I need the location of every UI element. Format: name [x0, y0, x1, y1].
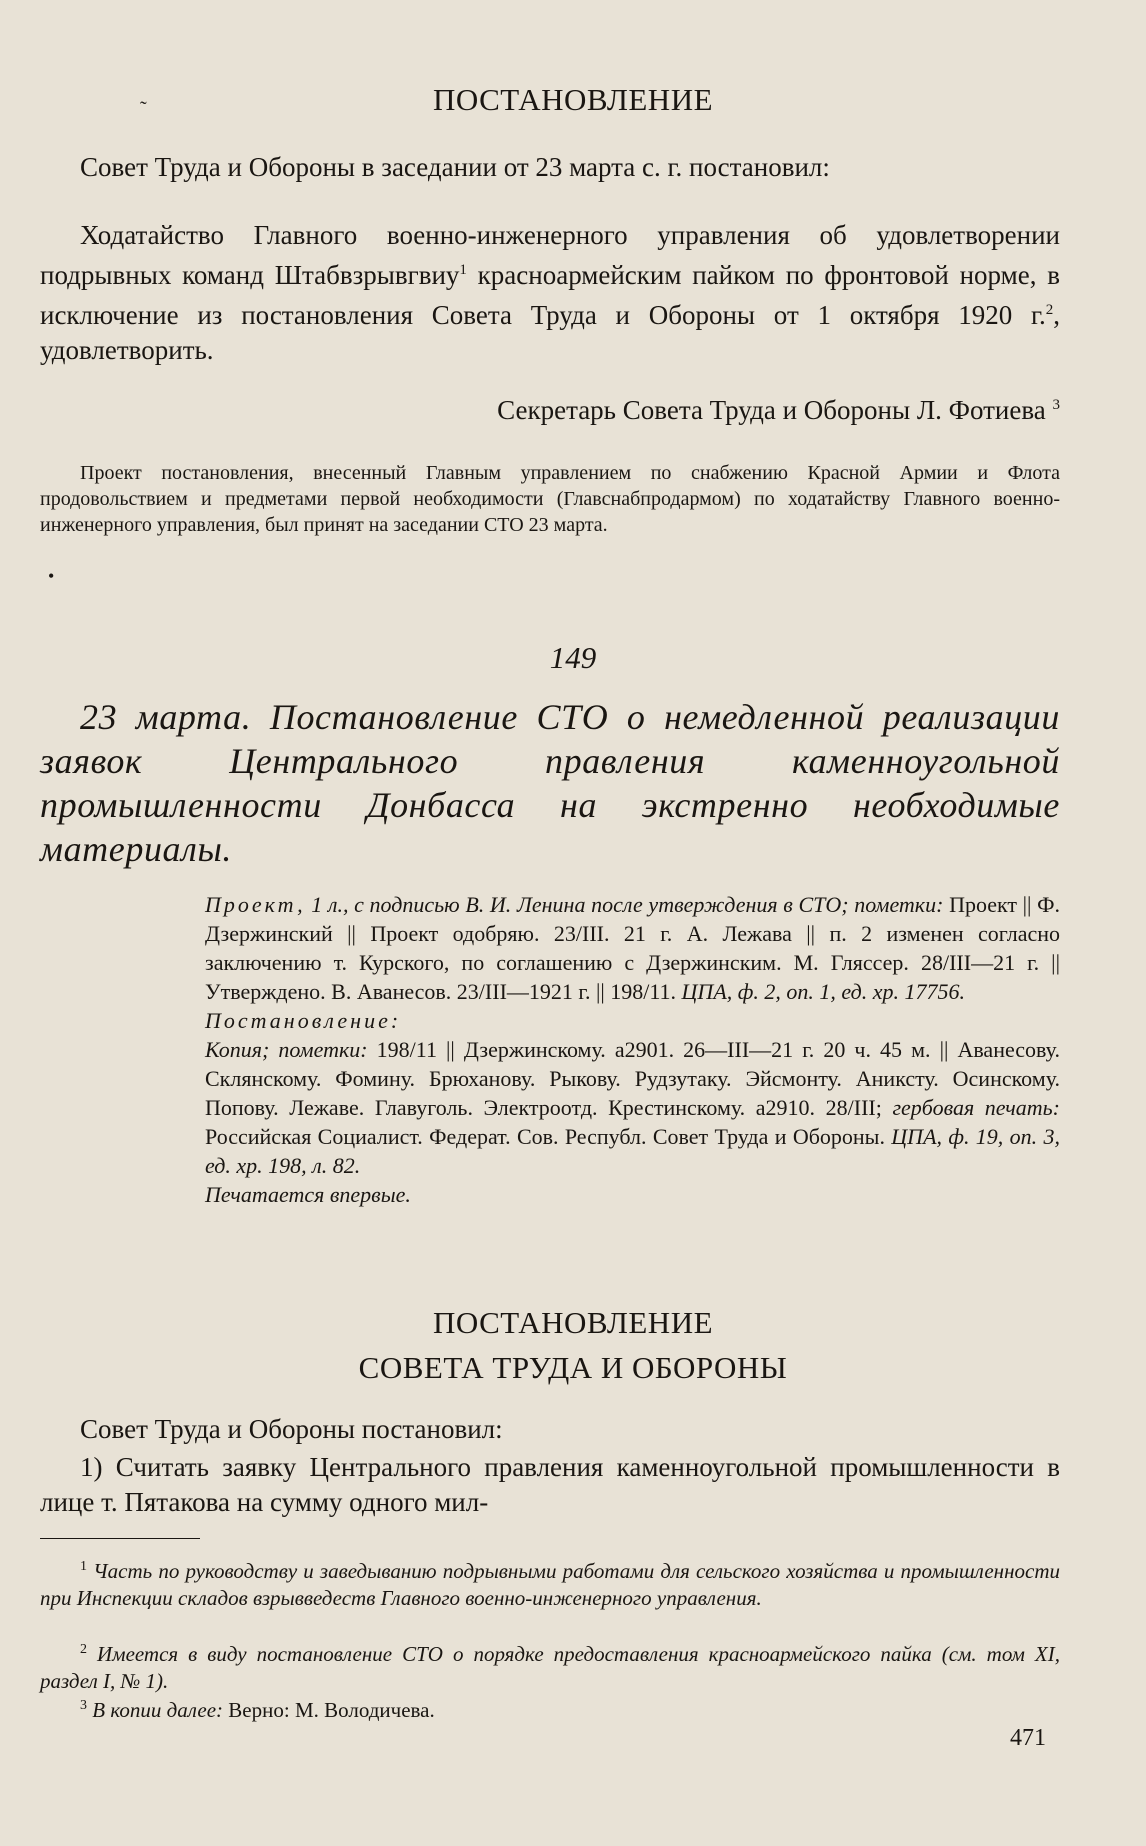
archival-description	[205, 890, 1060, 1209]
archive-project-meta: 1 л., с подписью В. И. Ленина после утверждения в СТО; пометки:	[305, 892, 944, 917]
archive-project-label: Проект,	[205, 892, 306, 917]
footnote-ref-2: 2	[1045, 302, 1054, 318]
archive-copy-notes: 198/11 || Дзержинскому. а2901. 26—III—21 г. 20 ч. 45 м. || Аванесову. Склянскому. Фомину. Брюханову. Рыкову. Рудзутаку. Эйсмонту. Аниксту. Осинскому. Попову. Лежаве. Главуголь. Электроотд. Крестинскому. а2910. 28/III;	[205, 1037, 1060, 1120]
archive-seal-label: гербовая печать:	[892, 1095, 1060, 1120]
paragraph-petition	[40, 218, 1060, 368]
footnote-divider	[40, 1538, 200, 1539]
paragraph-point-1: 1) Считать заявку Центрального правления каменноугольной промышленности в лице т. Пятакова на сумму одного мил-	[40, 1452, 1060, 1517]
footnote-2	[40, 1636, 1060, 1695]
editorial-note: Проект постановления, внесенный Главным управлением по снабжению Красной Армии и Флота продовольствием и предметами первой необходимости (Главснабпродармом) по ходатайству Главного военно-инженерного управления, был принят на заседании СТО 23 марта.	[40, 462, 1060, 536]
footnote-3-label: В копии далее:	[92, 1698, 224, 1722]
document-title: 23 марта. Постановление СТО о немедленной реализации заявок Центрального правления каменноугольной промышленности Донбасса на экстренно необходимые материалы.	[40, 697, 1060, 869]
footnote-3-mark: 3	[80, 1698, 87, 1713]
footnote-2-mark: 2	[80, 1642, 87, 1657]
footnote-1-text: Часть по руководству и заведыванию подрывными работами для сельского хозяйства и промышленности при Инспекции складов взрывведеств Главного военно-инженерного управления.	[40, 1559, 1060, 1610]
footnote-ref-1: 1	[459, 262, 467, 278]
stray-mark: ˜	[140, 98, 147, 120]
stray-bullet: •	[48, 566, 55, 586]
footnote-1	[40, 1553, 1060, 1612]
archive-project-ref: ЦПА, ф. 2, оп. 1, ед. хр. 17756.	[681, 979, 965, 1004]
page-number: 471	[1010, 1725, 1046, 1751]
heading-postanovlenie-2: ПОСТАНОВЛЕНИЕ	[432, 1305, 714, 1340]
petition-text-b: красноармейским пайком по фронтовой норме, в исключение из постановления Совета Труда и Обороны от 1 октября 1920 г.	[40, 260, 1060, 330]
archive-copy-ref: ЦПА, ф. 19, оп. 3, ед. хр. 198, л. 82.	[205, 1124, 1060, 1178]
archive-first-printed: Печатается впервые.	[205, 1182, 411, 1207]
document-number: 149	[549, 640, 597, 675]
footnote-ref-3: 3	[1052, 397, 1060, 413]
paragraph-intro: Совет Труда и Обороны в заседании от 23 марта с. г. постановил:	[80, 152, 830, 182]
heading-postanovlenie: ПОСТАНОВЛЕНИЕ	[432, 82, 714, 117]
petition-text-a: Ходатайство Главного военно-инженерного управления об удовлетворении подрывных команд Штабвзрывгвиу	[40, 220, 1060, 290]
heading-council-name: СОВЕТА ТРУДА И ОБОРОНЫ	[358, 1350, 788, 1385]
signature-text: Секретарь Совета Труда и Обороны Л. Фотиева	[497, 395, 1046, 425]
signature-line	[40, 395, 1060, 426]
archive-project-notes: Проект || Ф. Дзержинский || Проект одобряю. 23/III. 21 г. А. Лежава || п. 2 изменен согласно заключению т. Курского, по соглашению с Дзержинским. М. Гляссер. 28/III—21 г. || Утверждено. В. Аванесов. 23/III—1921 г. || 198/11.	[205, 892, 1060, 1004]
footnote-1-mark: 1	[80, 1559, 87, 1574]
petition-text-c: , удовлетворить.	[40, 300, 1060, 365]
archive-resolution-label: Постановление:	[205, 1008, 402, 1033]
archive-seal-text: Российская Социалист. Федерат. Сов. Республ. Совет Труда и Обороны.	[205, 1124, 892, 1149]
paragraph-council-resolved: Совет Труда и Обороны постановил:	[80, 1414, 503, 1444]
footnote-3	[40, 1692, 1060, 1724]
footnote-2-text: Имеется в виду постановление СТО о порядке предоставления красноармейского пайка (см. том XI, раздел I, № 1).	[40, 1642, 1061, 1693]
footnote-3-text: Верно: М. Володичева.	[223, 1698, 435, 1722]
archive-copy-label: Копия; пометки:	[205, 1037, 368, 1062]
